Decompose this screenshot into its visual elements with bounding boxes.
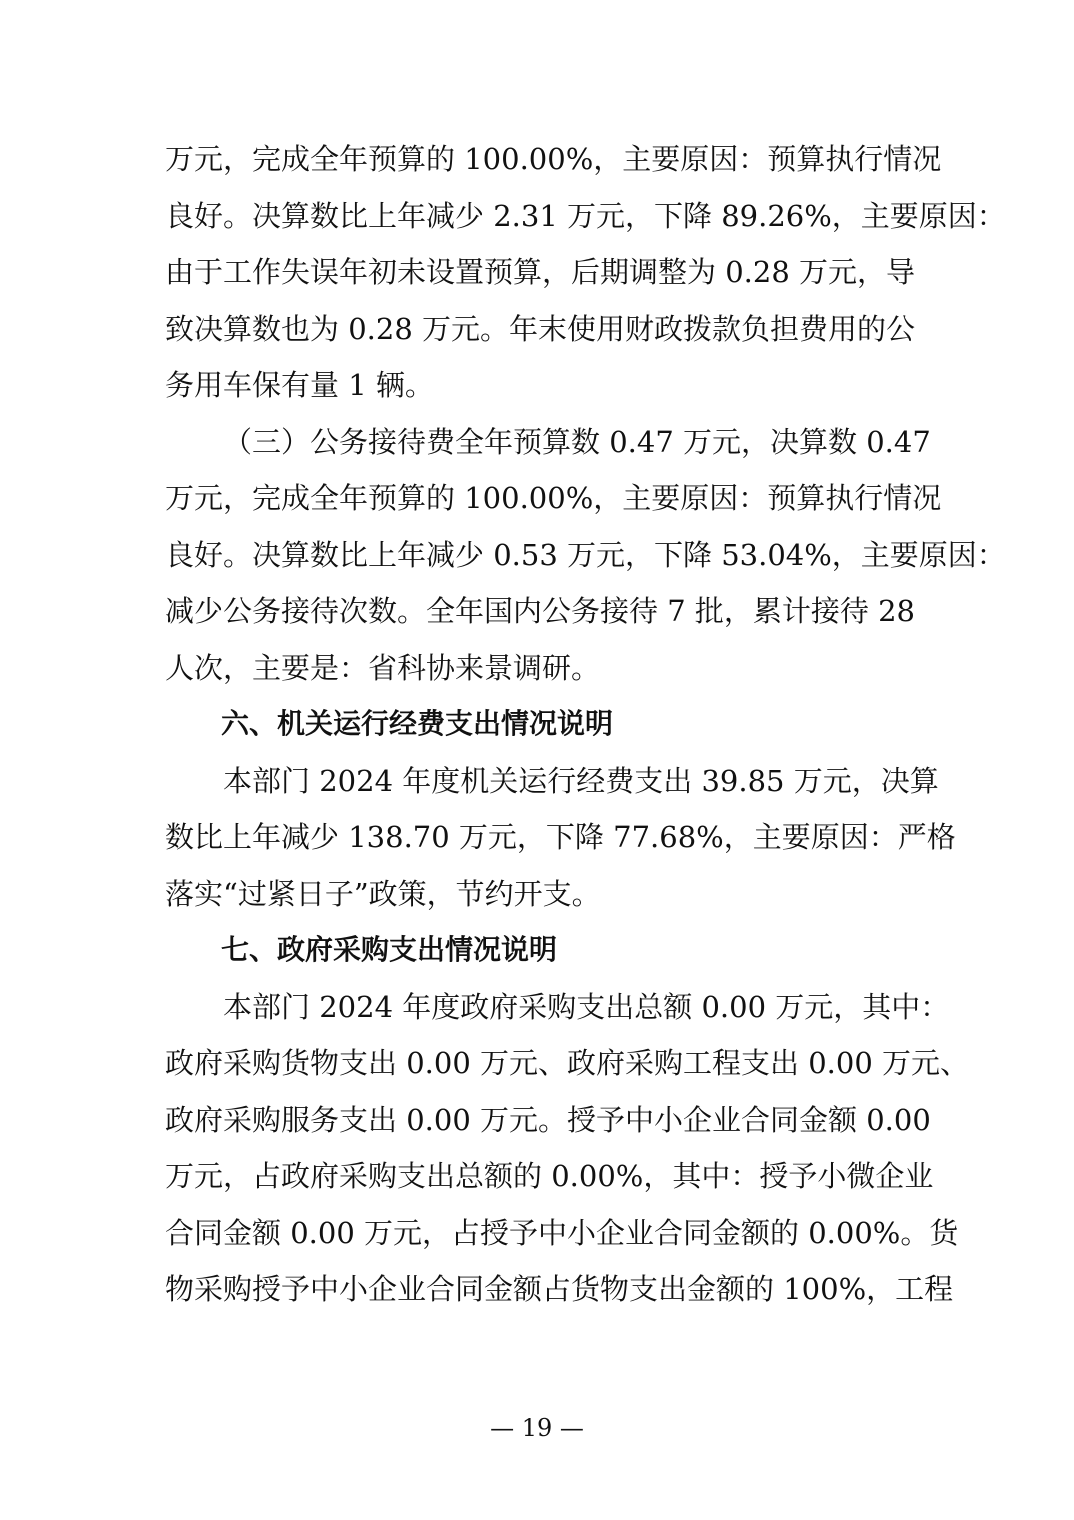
section-heading: 七、政府采购支出情况说明 <box>221 933 558 966</box>
paragraph-line: 政府采购服务支出 0.00 万元。授予中小企业合同金额 0.00 <box>165 1102 931 1137</box>
page-number: — 19 — <box>490 1414 584 1442</box>
paragraph-line: 务用车保有量 1 辆。 <box>165 368 434 402</box>
paragraph-line: 良好。决算数比上年减少 2.31 万元，下降 89.26%，主要原因： <box>165 198 1006 233</box>
paragraph-line: 本部门 2024 年度机关运行经费支出 39.85 万元，决算 <box>223 763 939 798</box>
paragraph-line: 政府采购货物支出 0.00 万元、政府采购工程支出 0.00 万元、 <box>165 1046 970 1080</box>
paragraph-line: 减少公务接待次数。全年国内公务接待 7 批，累计接待 28 <box>165 594 916 628</box>
paragraph-line: 由于工作失误年初未设置预算，后期调整为 0.28 万元，导 <box>165 255 916 289</box>
paragraph-line: 致决算数也为 0.28 万元。年末使用财政拨款负担费用的公 <box>165 311 916 346</box>
paragraph-line: 落实“过紧日子”政策，节约开支。 <box>165 876 601 911</box>
document-body <box>165 131 1006 1318</box>
paragraph-line: 本部门 2024 年度政府采购支出总额 0.00 万元，其中： <box>223 989 950 1024</box>
paragraph-line: 万元，占政府采购支出总额的 0.00%，其中：授予小微企业 <box>165 1159 934 1193</box>
paragraph-line: 合同金额 0.00 万元，占授予中小企业合同金额的 0.00%。货 <box>165 1215 959 1250</box>
paragraph-line: 人次，主要是：省科协来景调研。 <box>165 650 601 685</box>
paragraph-line: 万元，完成全年预算的 100.00%，主要原因：预算执行情况 <box>165 481 942 515</box>
paragraph-line: （三）公务接待费全年预算数 0.47 万元，决算数 0.47 <box>223 424 931 459</box>
paragraph-line: 数比上年减少 138.70 万元，下降 77.68%，主要原因：严格 <box>165 820 956 854</box>
paragraph-line: 物采购授予中小企业合同金额占货物支出金额的 100%，工程 <box>165 1272 954 1306</box>
paragraph-line: 良好。决算数比上年减少 0.53 万元，下降 53.04%，主要原因： <box>165 537 1006 572</box>
paragraph-line: 万元，完成全年预算的 100.00%，主要原因：预算执行情况 <box>165 142 942 176</box>
section-heading: 六、机关运行经费支出情况说明 <box>221 707 614 740</box>
